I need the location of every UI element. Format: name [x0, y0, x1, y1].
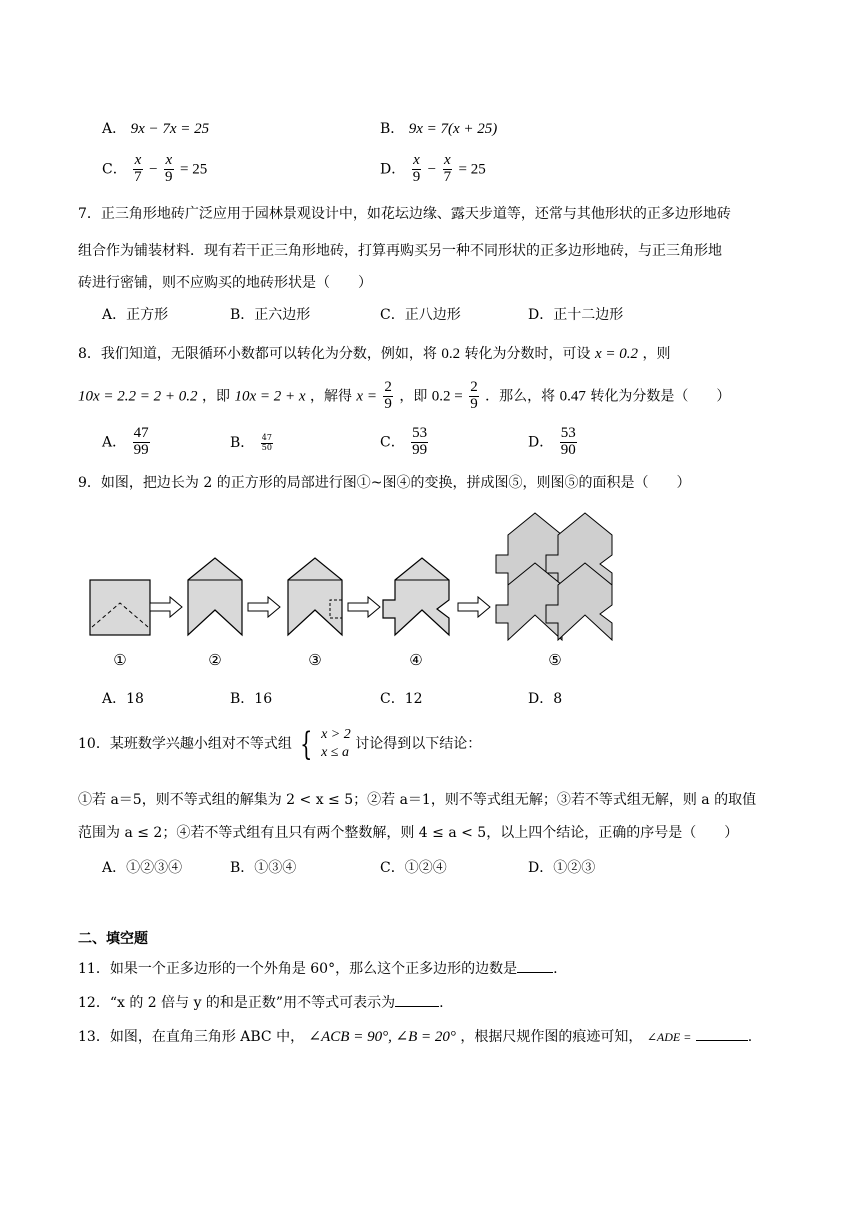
fraction: [560, 426, 577, 459]
q6-option-a: [102, 118, 209, 138]
text: ，解得: [309, 388, 352, 405]
text: 13．如图，在直角三角形 ABC 中，: [78, 1029, 305, 1045]
denominator: 9: [165, 168, 173, 185]
q11-line: [78, 958, 558, 978]
text: .: [553, 961, 558, 977]
rhs: = 25: [458, 161, 486, 178]
fraction: [443, 153, 453, 186]
figure-3-shape: [288, 558, 342, 635]
numerator: 53: [560, 425, 576, 441]
denominator: 99: [412, 441, 428, 458]
answer-blank[interactable]: [696, 1026, 748, 1041]
q7-line-2: 组合作为铺装材料．现有若干正三角形地砖，打算再购买另一种不同形状的正多边形地砖，与正三角形地: [78, 243, 722, 259]
figure-label-5: ⑤: [548, 651, 562, 669]
text: 转化为分数时，可设: [464, 346, 591, 362]
fraction: [469, 380, 479, 413]
figure-label-3: ③: [308, 651, 322, 669]
q7-option-c: C．正八边形: [380, 307, 461, 323]
answer-blank[interactable]: [517, 958, 553, 973]
q9-option-d: D．8: [528, 691, 563, 707]
text: ，根据尺规作图的痕迹可知，: [460, 1029, 643, 1045]
equation: 10x = 2.2 = 2 + 0.2: [78, 388, 198, 405]
text: ．那么，将: [485, 388, 556, 405]
denominator: 99: [133, 441, 149, 458]
figure-4-shape: [383, 558, 449, 635]
numerator: 2: [470, 379, 478, 395]
numerator: x: [165, 152, 173, 168]
q8-option-a: [102, 426, 152, 459]
fraction: [412, 153, 422, 186]
q8-line-2: [78, 380, 730, 413]
numerator: 47: [133, 425, 149, 441]
fraction: [133, 426, 150, 459]
q10-option-b: B．①③④: [230, 860, 297, 876]
brace-icon: {: [300, 725, 313, 764]
option-label: D．: [528, 434, 554, 451]
rhs: = 25: [180, 161, 208, 178]
option-label: D．: [380, 161, 406, 178]
text: 11．如果一个正多边形的一个外角是 60°，那么这个正多边形的边数是: [78, 961, 518, 977]
q7-line-3: 砖进行密铺，则不应购买的地砖形状是（ ）: [78, 275, 372, 291]
inequality: x ≤ a: [321, 745, 349, 761]
text: ，则: [642, 346, 671, 362]
q9-option-a: A．18: [102, 691, 144, 707]
denominator: 50: [261, 442, 272, 452]
fraction: [383, 380, 393, 413]
fraction: [133, 153, 143, 186]
denominator: 9: [412, 168, 421, 185]
q10-option-c: C．①②④: [380, 860, 447, 876]
section-heading: 二、填空题: [78, 931, 148, 947]
operator: −: [427, 161, 437, 178]
q8-line-1: [78, 343, 671, 363]
option-label: A．: [102, 434, 127, 451]
denominator: 9: [384, 395, 392, 412]
text: 讨论得到以下结论：: [355, 736, 482, 753]
q10-line-2: ①若 a＝5，则不等式组的解集为 2 < x ≤ 5；②若 a＝1，则不等式组无解；③若不等式组无解，则 a 的取值: [78, 792, 757, 808]
option-label: B．: [380, 121, 405, 137]
text: .: [439, 995, 444, 1011]
q10-line-1: [78, 726, 481, 762]
arrow-icon: [150, 597, 182, 617]
q7-option-a: A．正方形: [102, 307, 169, 323]
q13-line: [78, 1026, 752, 1046]
text: 10．某班数学兴趣小组对不等式组: [78, 736, 292, 753]
denominator: 7: [443, 168, 452, 185]
fraction: [261, 434, 273, 452]
arrow-icon: [348, 597, 380, 617]
q8-option-b: [230, 432, 275, 452]
numerator: 2: [384, 379, 392, 395]
option-label: C．: [102, 161, 127, 178]
figure-label-2: ②: [208, 651, 222, 669]
equation: ∠ADE =: [646, 1030, 692, 1044]
figure-1-square: [90, 580, 150, 635]
numerator: x: [413, 152, 420, 168]
q9-line-1: 9．如图，把边长为 2 的正方形的局部进行图①~图④的变换，拼成图⑤，则图⑤的面积是（ ）: [78, 475, 691, 491]
denominator: 7: [134, 168, 142, 185]
text: 12．“x 的 2 倍与 y 的和是正数”用不等式可表示为: [78, 995, 396, 1011]
q7-option-d: D．正十二边形: [528, 307, 624, 323]
inequality: x > 2: [321, 727, 351, 742]
arrow-icon: [248, 597, 280, 617]
repeating-decimal: 0.47: [559, 388, 586, 405]
text: ，即: [399, 388, 428, 405]
fraction: [411, 426, 428, 459]
q7-line-1: 7．正三角形地砖广泛应用于园林景观设计中，如花坛边缘、露天步道等，还常与其他形状的正多边形地砖: [78, 206, 731, 222]
q9-figure: [80, 505, 620, 675]
numerator: 53: [412, 425, 428, 441]
q10-option-d: D．①②③: [528, 860, 596, 876]
inequality-system: [321, 726, 351, 762]
equation: ∠ACB = 90°, ∠B = 20°: [308, 1029, 456, 1045]
equation: 10x = 2 + x: [234, 388, 306, 405]
repeating-decimal: 0.2: [441, 346, 461, 362]
denominator: 9: [470, 395, 478, 412]
equation: 9x = 7(x + 25): [408, 121, 498, 137]
q7-option-b: B．正六边形: [230, 307, 311, 323]
q8-option-c: [380, 426, 430, 459]
figure-2-shape: [188, 558, 242, 635]
q8-option-d: [528, 426, 579, 459]
option-label: A．: [102, 121, 127, 137]
equation: 0.2 =: [431, 388, 463, 405]
option-label: B．: [230, 435, 255, 451]
q9-option-c: C．12: [380, 691, 423, 707]
equation: 9x − 7x = 25: [130, 121, 210, 137]
q6-option-c: [102, 153, 207, 186]
denominator: 90: [560, 441, 576, 458]
q6-option-b: [380, 118, 497, 138]
figure-5-tiling: [496, 513, 612, 640]
equation: x = 0.2: [595, 346, 639, 362]
q10-option-a: A．①②③④: [102, 860, 183, 876]
arrow-icon: [458, 597, 490, 617]
numerator: x: [443, 152, 451, 168]
text: 转化为分数是（ ）: [590, 388, 731, 405]
numerator: 47: [261, 433, 272, 443]
q6-option-d: [380, 153, 486, 186]
operator: −: [149, 161, 158, 178]
figure-label-4: ④: [409, 651, 423, 669]
q12-line: [78, 992, 444, 1012]
q10-line-3: 范围为 a ≤ 2；④若不等式组有且只有两个整数解，则 4 ≤ a < 5，以上四个结论，正确的序号是（ ）: [78, 825, 739, 841]
answer-blank[interactable]: [395, 992, 439, 1007]
q9-option-b: B．16: [230, 691, 273, 707]
text: ，即: [201, 388, 230, 405]
equation: x =: [356, 388, 377, 405]
figure-label-1: ①: [113, 651, 127, 669]
fraction: [164, 153, 174, 186]
numerator: x: [134, 152, 142, 168]
text: .: [747, 1029, 753, 1045]
text: 8．我们知道，无限循环小数都可以转化为分数，例如，将: [78, 346, 437, 362]
option-label: C．: [380, 434, 405, 451]
